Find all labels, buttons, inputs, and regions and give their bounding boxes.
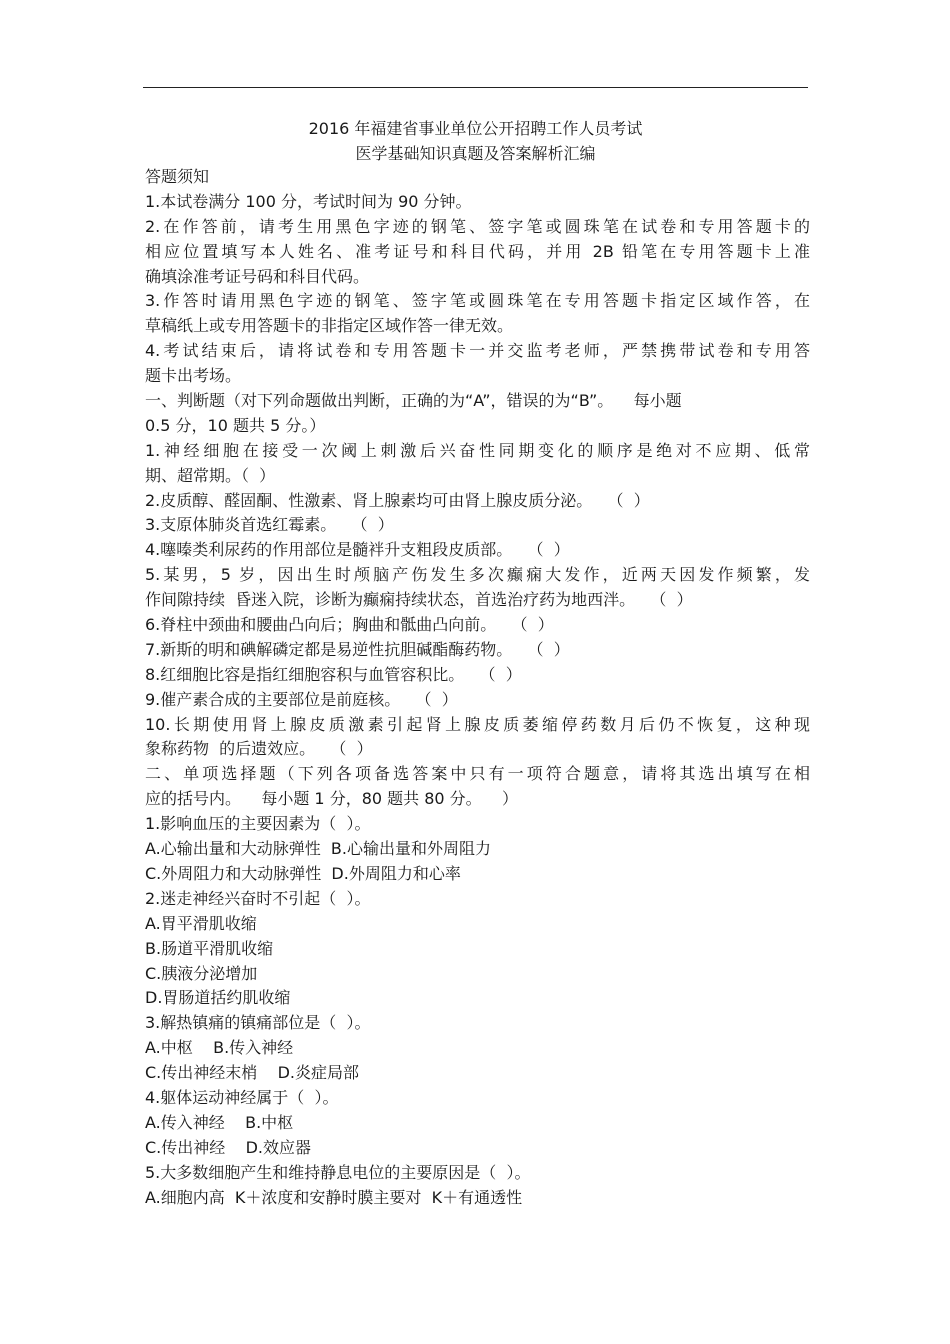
question-line: 象称药物 的后遗效应。 （ ） (145, 739, 373, 759)
question-line: 4.噻嗪类利尿药的作用部位是髓袢升支粗段皮质部。 （ ） (145, 540, 570, 560)
section-heading-instructions: 答题须知 (145, 167, 210, 186)
option-line: A.中枢 B.传入神经 (145, 1038, 294, 1058)
text-line: 2.在作答前，请考生用黑色字迹的钢笔、签字笔或圆珠笔在试卷和专用答题卡的 (145, 216, 810, 236)
question-line: 6.脊柱中颈曲和腰曲凸向后；胸曲和骶曲凸向前。 （ ） (145, 615, 554, 635)
question-line: 1.影响血压的主要因素为（ ）。 (145, 814, 371, 834)
question-line: 5.大多数细胞产生和维持静息电位的主要原因是（ ）。 (145, 1162, 531, 1182)
option-line: C.传出神经末梢 D.炎症局部 (145, 1063, 360, 1083)
text-line: 3.作答时请用黑色字迹的钢笔、签字笔或圆珠笔在专用答题卡指定区域作答，在 (145, 291, 810, 311)
question-line: 5.某男，5 岁，因出生时颅脑产伤发生多次癫痫大发作，近两天因发作频繁，发 (145, 565, 810, 585)
option-line: C.传出神经 D.效应器 (145, 1137, 312, 1157)
question-line: 2.皮质醇、醛固酮、性激素、肾上腺素均可由肾上腺皮质分泌。 （ ） (145, 490, 650, 510)
text-line: 4.考试结束后，请将试卷和专用答题卡一并交监考老师，严禁携带试卷和专用答 (145, 341, 810, 361)
question-line: 10.长期使用肾上腺皮质激素引起肾上腺皮质萎缩停药数月后仍不恢复，这种现 (145, 714, 810, 734)
question-line: 1.神经细胞在接受一次阈上刺激后兴奋性同期变化的顺序是绝对不应期、低常 (145, 440, 810, 460)
header-rule (143, 87, 808, 88)
text-line: 草稿纸上或专用答题卡的非指定区域作答一律无效。 (145, 316, 514, 336)
document-body (145, 165, 810, 1210)
text-line: 确填涂准考证号码和科目代码。 (145, 266, 370, 286)
document-title (143, 116, 808, 166)
text-line: 题卡出考场。 (145, 366, 242, 386)
question-line: 期、超常期。（ ） (145, 465, 276, 485)
question-line: 作间隙持续 昏迷入院，诊断为癫痫持续状态，首选治疗药为地西泮。 （ ） (145, 590, 693, 610)
section-heading-true-false: 一、判断题（对下列命题做出判断，正确的为“A”，错误的为“B”。 每小题 (145, 391, 682, 411)
option-line: C.胰液分泌增加 (145, 963, 258, 983)
option-line: A.心输出量和大动脉弹性 B.心输出量和外周阻力 (145, 839, 491, 859)
question-line: 8.红细胞比容是指红细胞容积与血管容积比。 （ ） (145, 664, 522, 684)
text-line: 应的括号内。 每小题 1 分，80 题共 80 分。 ） (145, 789, 519, 809)
option-line: D.胃肠道括约肌收缩 (145, 988, 291, 1008)
section-heading-single-choice: 二、单项选择题（下列各项备选答案中只有一项符合题意，请将其选出填写在相 (145, 764, 810, 784)
question-line: 3.解热镇痛的镇痛部位是（ ）。 (145, 1013, 371, 1033)
text-line: 1.本试卷满分 100 分，考试时间为 90 分钟。 (145, 191, 472, 211)
question-line: 3.支原体肺炎首选红霉素。 （ ） (145, 515, 394, 535)
option-line: C.外周阻力和大动脉弹性 D.外周阻力和心率 (145, 863, 461, 883)
question-line: 4.躯体运动神经属于（ ）。 (145, 1087, 339, 1107)
option-line: A.胃平滑肌收缩 (145, 913, 257, 933)
title-line-1: 2016 年福建省事业单位公开招聘工作人员考试 (308, 119, 643, 138)
text-line: 0.5 分，10 题共 5 分。） (145, 415, 326, 435)
text-line: 相应位置填写本人姓名、准考证号和科目代码，并用 2B 铅笔在专用答题卡上准 (145, 241, 810, 261)
question-line: 7.新斯的明和碘解磷定都是易逆性抗胆碱酯酶药物。 （ ） (145, 639, 570, 659)
option-line: A.传入神经 B.中枢 (145, 1112, 294, 1132)
question-line: 9.催产素合成的主要部位是前庭核。 （ ） (145, 689, 458, 709)
option-line: B.肠道平滑肌收缩 (145, 938, 274, 958)
question-line: 2.迷走神经兴奋时不引起（ ）。 (145, 888, 371, 908)
option-line: A.细胞内高 K＋浓度和安静时膜主要对 K＋有通透性 (145, 1187, 523, 1207)
title-line-2: 医学基础知识真题及答案解析汇编 (355, 144, 596, 163)
